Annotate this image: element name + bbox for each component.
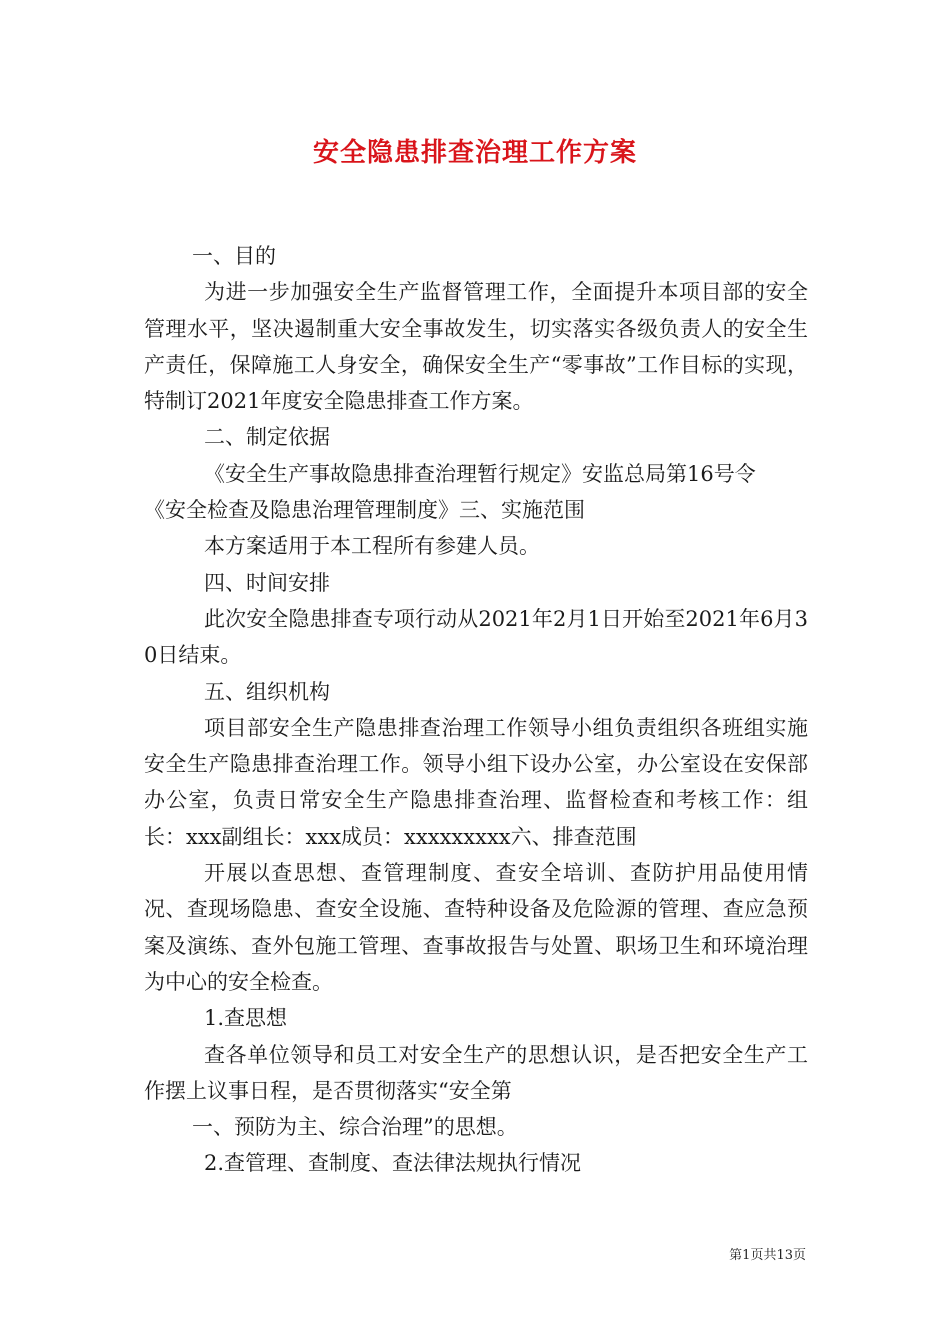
section-heading-organization: 五、组织机构 — [204, 679, 330, 704]
paragraph-check-thinking: 查各单位领导和员工对安全生产的思想认识，是否把安全生产工作摆上议事日程，是否贯彻落实“安全第 — [144, 1042, 808, 1103]
page-title: 安全隐患排查治理工作方案 — [312, 138, 637, 168]
subheading-check-management: 2.查管理、查制度、查法律法规执行情况 — [204, 1151, 582, 1176]
section-heading-purpose: 一、目的 — [192, 244, 276, 268]
paragraph-safety-first: 一、预防为主、综合治理”的思想。 — [192, 1115, 518, 1140]
paragraph-organization: 项目部安全生产隐患排查治理工作领导小组负责组织各班组实施安全生产隐患排查治理工作。领导小组下设办公室，办公室设在安保部办公室，负责日常安全生产隐患排查治理、监督检查和考核工作：组长：xxx副组长：xxx成员：xxxxxxxxx六、排查范围 — [144, 715, 808, 849]
section-heading-schedule: 四、时间安排 — [204, 570, 330, 595]
paragraph-scope: 本方案适用于本工程所有参建人员。 — [204, 534, 540, 559]
subheading-check-thinking: 1.查思想 — [204, 1006, 288, 1031]
paragraph-schedule: 此次安全隐患排查专项行动从2021年2月1日开始至2021年6月30日结束。 — [144, 606, 808, 668]
page-number: 第1页共13页 — [729, 1248, 806, 1263]
section-heading-basis: 二、制定依据 — [204, 425, 330, 450]
paragraph-purpose: 为进一步加强安全生产监督管理工作，全面提升本项目部的安全管理水平，坚决遏制重大安全事故发生，切实落实各级负责人的安全生产责任，保障施工人身安全，确保安全生产“零事故”工作目标的实现，特制订2021年度安全隐患排查工作方案。 — [144, 280, 808, 414]
paragraph-inspection-scope: 开展以查思想、查管理制度、查安全培训、查防护用品使用情况、查现场隐患、查安全设施、查特种设备及危险源的管理、查应急预案及演练、查外包施工管理、查事故报告与处置、职场卫生和环境治理为中心的安全检查。 — [144, 861, 808, 994]
document-body — [144, 238, 808, 1182]
paragraph-basis-system: 《安全检查及隐患治理管理制度》三、实施范围 — [144, 498, 585, 523]
paragraph-basis-regulation: 《安全生产事故隐患排查治理暂行规定》安监总局第16号令 — [204, 461, 756, 486]
